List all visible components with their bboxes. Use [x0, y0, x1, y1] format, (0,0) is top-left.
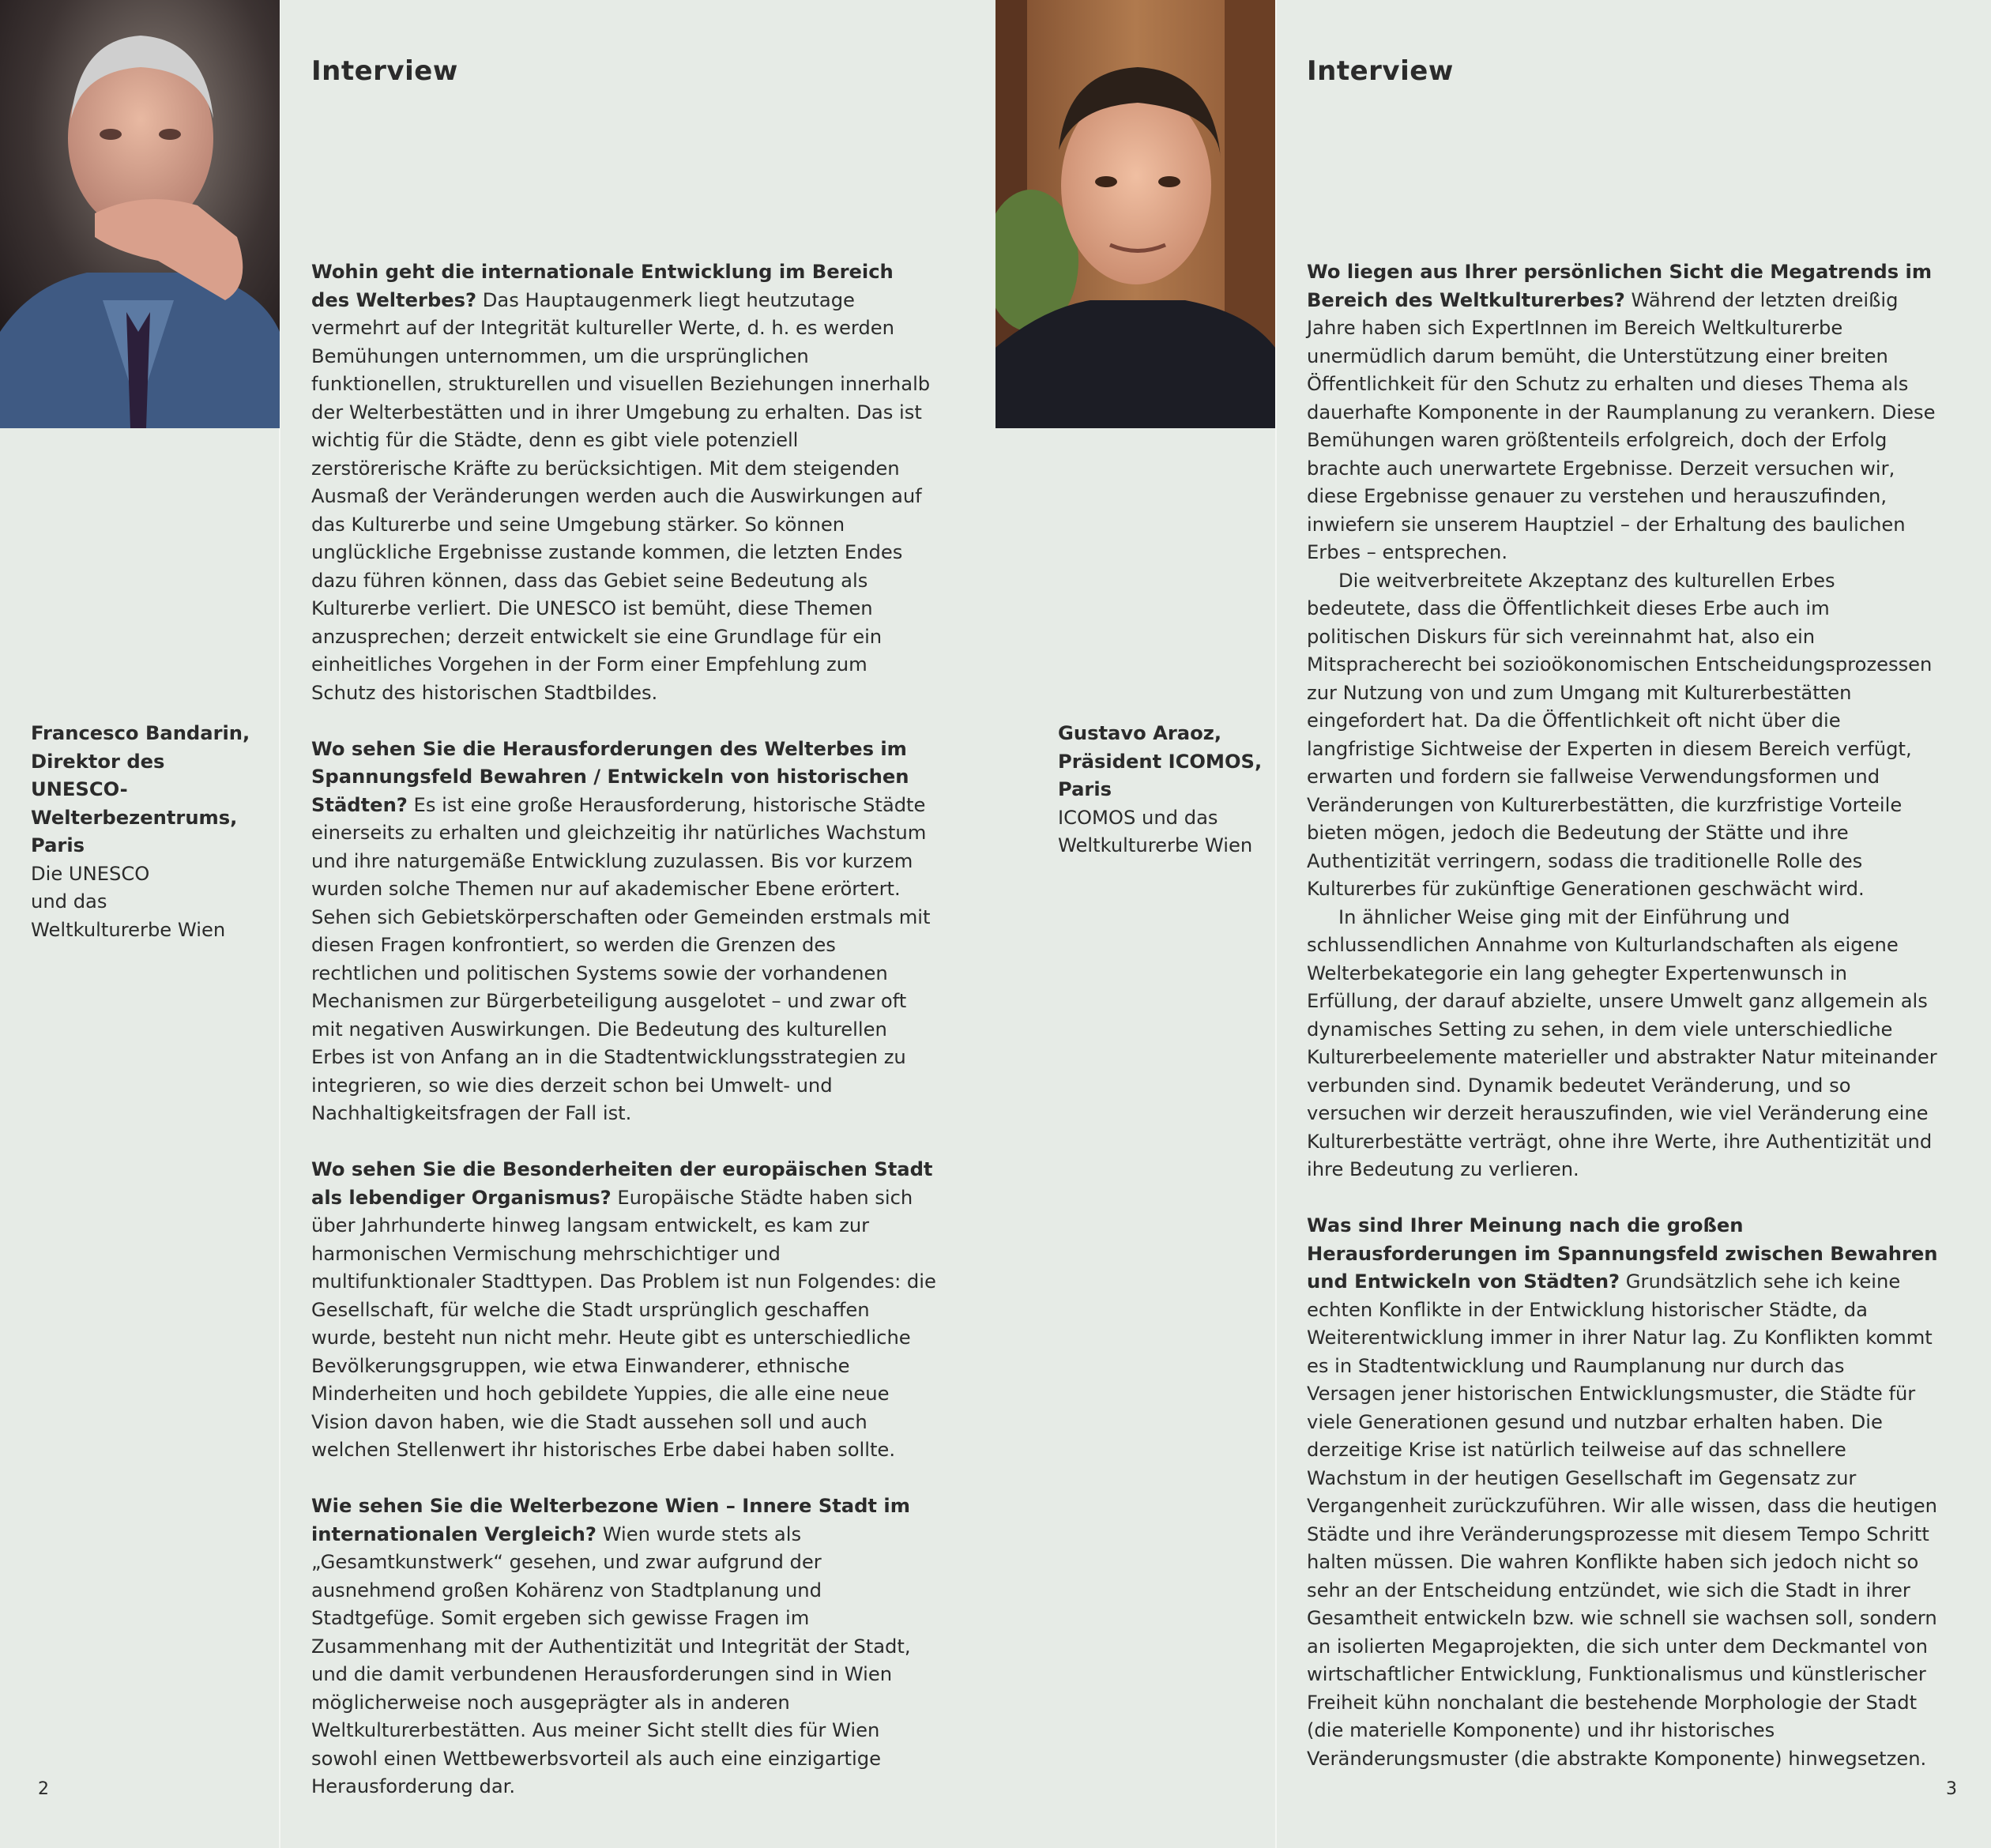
answer: In ähnlicher Weise ging mit der Einführung und schlussendlichen Annahme von Kulturlandschaften als eigene Welterbekategorie ein lang gehegter Expertenwunsch in Erfüllung, der darauf abzielte, unsere Umwelt ganz allgemein als dynamisches Setting zu sehen, in dem viele unterschiedliche Kulturerbeelemente materieller und abstrakter Natur miteinander verbunden sind. Dynamik bedeutet Veränderung, und so versuchen wir derzeit herauszufinden, wie viel Veränderung eine Kulturerbestätte verträgt, ohne ihre Werte, ihre Authentizität und ihre Bedeutung zu verlieren. — [1307, 905, 1937, 1180]
answer: Während der letzten dreißig Jahre haben sich ExpertInnen im Bereich Weltkulturerbe unermüdlich darum bemüht, die Unterstützung einer breiten Öffentlichkeit für den Schutz zu erhalten und dieses Thema als dauerhafte Komponente in der Raumplanung zu verankern. Diese Bemühungen waren größtenteils erfolgreich, doch der Erfolg brachte auch unerwartete Ergebnisse. Derzeit versuchen wir, diese Ergebnisse genauer zu verstehen und herauszufinden, inwiefern sie unserem Hauptziel – der Erhaltung des baulichen Erbes – entsprechen. — [1307, 288, 1936, 563]
page-title: Interview — [311, 55, 458, 87]
portrait-photo-araoz — [996, 0, 1275, 428]
answer: Das Hauptaugenmerk liegt heutzutage vermehrt auf der Integrität kultureller Werte, d. h. es werden Bemühungen unternommen, um die ursprünglichen funktionellen, strukturellen und visuellen Beziehungen innerhalb der Welterbestätten und in ihrer Umgebung zu erhalten. Das ist wichtig für die Städte, denn es gibt viele potenziell zerstörerische Kräfte zu berücksichtigen. Mit dem steigenden Ausmaß der Veränderungen werden auch die Auswirkungen auf das Kulturerbe und seine Umgebung stärker. So können unglückliche Ergebnisse zustande kommen, die letzten Endes dazu führen können, dass das Gebiet seine Bedeutung als Kulturerbe verliert. Die UNESCO ist bemüht, diese Themen anzusprechen; derzeit entwickelt sie eine Grundlage für ein einheitliches Vorgehen in der Form einer Empfehlung zum Schutz des historischen Stadtbildes. — [311, 288, 931, 704]
caption-name: Francesco Bandarin, Direktor des UNESCO- Welterbezentrums, Paris — [31, 722, 250, 856]
caption-description: Die UNESCO und das Weltkulturerbe Wien — [31, 862, 226, 941]
answer: Europäische Städte haben sich über Jahrhunderte hinweg langsam entwickelt, es kam zur harmonischen Vermischung mehrschichtiger und multifunktionaler Stadttypen. Das Problem ist nun Folgendes: die Gesellschaft, für welche die Stadt ursprünglich geschaffen wurde, besteht nun nicht mehr. Heute gibt es unterschiedliche Bevölkerungsgruppen, wie etwa Einwanderer, ethnische Minderheiten und hoch gebildete Yuppies, die alle eine neue Vision davon haben, wie die Stadt aussehen soll und auch welchen Stellenwert ihr historisches Erbe dabei haben sollte. — [311, 1186, 936, 1461]
page-number: 3 — [1946, 1779, 1957, 1799]
qa-paragraph — [311, 1492, 937, 1801]
question: Wohin geht die internationale Entwicklung im Bereich des Welterbes? — [311, 261, 894, 311]
question: Wo liegen aus Ihrer persönlichen Sicht die Megatrends im Bereich des Weltkulturerbes? — [1307, 261, 1933, 311]
qa-paragraph — [1307, 258, 1939, 567]
qa-paragraph — [311, 258, 937, 707]
question: Wo sehen Sie die Herausforderungen des Welterbes im Spannungsfeld Bewahren / Entwickeln von historischen Städten? — [311, 737, 909, 816]
answer: Die weitverbreitete Akzeptanz des kulturellen Erbes bedeutete, dass die Öffentlichkeit dieses Erbe auch im politischen Diskurs für sich vereinnahmt hat, also ein Mitspracherecht bei sozioökonomischen Entscheidungsprozessen zur Nutzung von und zum Umgang mit Kulturerbestätten eingefordert hat. Da die Öffentlichkeit oft nicht über die langfristige Sichtweise der Experten in diesem Bereich verfügt, erwarten und fordern sie fallweise Verwendungsformen und Veränderungen von Kulturerbestätten, die kurzfristige Vorteile bieten mögen, jedoch die Bedeutung der Stätte und ihre Authentizität verringern, sodass die traditionelle Rolle des Kulturerbes für zukünftige Generationen geschwächt wird. — [1307, 569, 1933, 900]
page-number: 2 — [38, 1779, 49, 1799]
qa-paragraph — [311, 1156, 937, 1465]
caption-description: ICOMOS und das Weltkulturerbe Wien — [1058, 806, 1253, 856]
page-title: Interview — [1307, 55, 1454, 87]
portrait-photo-bandarin — [0, 0, 280, 428]
photo-caption-bandarin — [31, 720, 268, 944]
question: Wo sehen Sie die Besonderheiten der europäischen Stadt als lebendiger Organismus? — [311, 1158, 933, 1209]
photo-caption-araoz — [1058, 720, 1271, 860]
question: Wie sehen Sie die Welterbezone Wien – Innere Stadt im internationalen Vergleich? — [311, 1495, 910, 1545]
answer: Es ist eine große Herausforderung, historische Städte einerseits zu erhalten und gleichzeitig ihr natürliches Wachstum und ihre naturgemäße Entwicklung zuzulassen. Bis vor kurzem wurden solche Themen nur auf akademischer Ebene erörtert. Sehen sich Gebietskörperschaften oder Gemeinden erstmals mit diesen Fragen konfrontiert, so werden die Grenzen des rechtlichen und politischen Systems sowie der vorhandenen Mechanismen zur Bürgerbeteiligung ausgelotet – und zwar oft mit negativen Auswirkungen. Die Bedeutung des kulturellen Erbes ist von Anfang an in die Stadtentwicklungsstrategien zu integrieren, so wie dies derzeit schon bei Umwelt- und Nachhaltigkeitsfragen der Fall ist. — [311, 793, 931, 1124]
interview-text-left — [311, 258, 937, 1801]
answer: Wien wurde stets als „Gesamtkunstwerk“ gesehen, und zwar aufgrund der ausnehmend großen Kohärenz von Stadtplanung und Stadtgefüge. Somit ergeben sich gewisse Fragen im Zusammenhang mit der Authentizität und Integrität der Stadt, und die damit verbundenen Herausforderungen sind in Wien möglicherweise noch ausgeprägter als in anderen Weltkulturerbestätten. Aus meiner Sicht stellt dies für Wien sowohl einen Wettbewerbsvorteil als auch eine einzigartige Herausforderung dar. — [311, 1522, 911, 1797]
question: Was sind Ihrer Meinung nach die großen Herausforderungen im Spannungsfeld zwischen Bewahren und Entwickeln von Städten? — [1307, 1214, 1938, 1293]
qa-paragraph — [1307, 1212, 1939, 1773]
answer: Grundsätzlich sehe ich keine echten Konflikte in der Entwicklung historischer Städte, da Weiterentwicklung immer in ihrer Natur lag. Zu Konflikten kommt es in Stadtentwicklung und Raumplanung nur durch das Versagen jener historischen Entwicklungsmuster, die Städte für viele Generationen gesund und nutzbar erhalten haben. Die derzeitige Krise ist natürlich teilweise auf das schnellere Wachstum in der heutigen Gesellschaft im Gegensatz zur Vergangenheit zurückzuführen. Wir alle wissen, dass die heutigen Städte und ihre Veränderungsprozesse mit diesem Tempo Schritt halten müssen. Die wahren Konflikte haben sich jedoch nicht so sehr an der Entscheidung entzündet, wie sich die Stadt in ihrer Gesamtheit entwickeln bzw. wie schnell sie wachsen soll, sondern an isolierten Megaprojekten, die sich unter dem Deckmantel von wirtschaftlicher Entwicklung, Funktionalismus und künstlerischer Freiheit kühn nonchalant die bestehende Morphologie der Stadt (die materielle Komponente) und ihr historisches Veränderungsmuster (die abstrakte Komponente) hinwegsetzen. — [1307, 1270, 1937, 1770]
caption-name: Gustavo Araoz, Präsident ICOMOS, Paris — [1058, 722, 1263, 800]
column-divider — [1275, 0, 1277, 1848]
interview-text-right — [1307, 258, 1939, 1773]
qa-paragraph — [311, 736, 937, 1128]
paragraph — [1307, 904, 1939, 1184]
paragraph — [1307, 567, 1939, 904]
